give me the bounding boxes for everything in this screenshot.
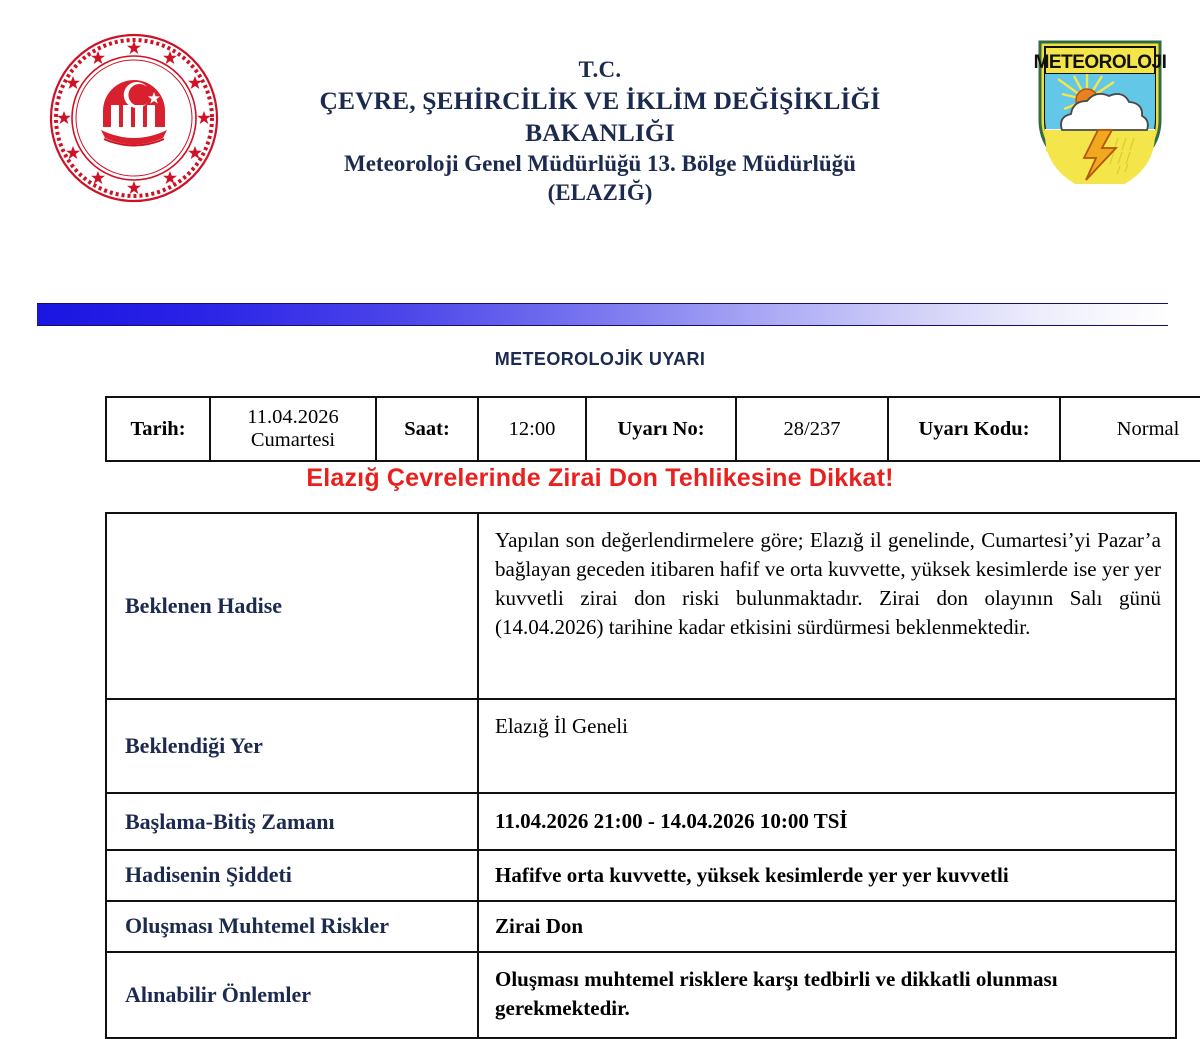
tarih-day: Cumartesi <box>250 429 336 451</box>
row-value-alinabilir-onlemler: Oluşması muhtemel risklere karşı tedbirli ve dikkatli olunması gerekmektedir. <box>478 952 1176 1038</box>
warning-detail-table <box>105 512 1177 1039</box>
row-label-baslama-bitis-zamani: Başlama-Bitiş Zamanı <box>106 793 478 850</box>
blue-gradient-divider <box>37 303 1168 326</box>
tarih-value <box>210 397 376 461</box>
table-row <box>106 793 1176 850</box>
header-line-tc: T.C. <box>578 57 622 82</box>
saat-label: Saat: <box>376 397 478 461</box>
uyari-no-value: 28/237 <box>736 397 888 461</box>
uyari-no-label: Uyarı No: <box>586 397 736 461</box>
row-value-beklendigi-yer: Elazığ İl Geneli <box>478 699 1176 793</box>
row-label-alinabilir-onlemler: Alınabilir Önlemler <box>106 952 478 1038</box>
warning-info-table <box>105 396 1200 462</box>
uyari-kodu-value: Normal <box>1060 397 1200 461</box>
row-label-olusmasi-muhtemel-riskler: Oluşması Muhtemel Riskler <box>106 901 478 952</box>
table-row <box>106 699 1176 793</box>
table-row <box>106 901 1176 952</box>
table-row <box>106 397 1200 461</box>
tarih-label: Tarih: <box>106 397 210 461</box>
row-value-baslama-bitis-zamani: 11.04.2026 21:00 - 14.04.2026 10:00 TSİ <box>478 793 1176 850</box>
row-label-hadisenin-siddeti: Hadisenin Şiddeti <box>106 850 478 901</box>
row-value-hadisenin-siddeti: Hafifve orta kuvvette, yüksek kesimlerde yer yer kuvvetli <box>478 850 1176 901</box>
header-line-directorate: Meteoroloji Genel Müdürlüğü 13. Bölge Müdürlüğü <box>344 151 856 177</box>
header-title-block <box>240 56 960 208</box>
page-title: METEOROLOJİK UYARI <box>494 349 706 369</box>
table-row <box>106 513 1176 699</box>
row-label-beklendigi-yer: Beklendiği Yer <box>106 699 478 793</box>
document-header <box>0 0 1200 252</box>
ministry-seal-icon <box>48 32 220 204</box>
tarih-date: 11.04.2026 <box>247 406 339 429</box>
table-row <box>106 850 1176 901</box>
warning-headline: Elazığ Çevrelerinde Zirai Don Tehlikesine Dikkat! <box>306 464 894 492</box>
row-label-beklenen-hadise: Beklenen Hadise <box>106 513 478 699</box>
uyari-kodu-label: Uyarı Kodu: <box>888 397 1060 461</box>
header-line-city: (ELAZIĞ) <box>547 180 653 206</box>
table-row <box>106 952 1176 1038</box>
header-line-ministry2: BAKANLIĞI <box>525 118 675 148</box>
svg-text:METEOROLOJI: METEOROLOJI <box>1033 52 1167 73</box>
row-value-beklenen-hadise: Yapılan son değerlendirmelere göre; Elazığ il genelinde, Cumartesi’yi Pazar’a bağlayan geceden itibaren hafif ve orta kuvvette, yüksek kesimlerde ise yer yer kuvvetli zirai don riski bulunmaktadır. Zirai don olayının Salı günü (14.04.2026) tarihine kadar etkisini sürdürmesi beklenmektedir. <box>478 513 1176 699</box>
saat-value: 12:00 <box>478 397 586 461</box>
meteoroloji-logo-icon <box>1032 38 1168 184</box>
row-value-olusmasi-muhtemel-riskler: Zirai Don <box>478 901 1176 952</box>
header-line-ministry: ÇEVRE, ŞEHİRCİLİK VE İKLİM DEĞİŞİKLİĞİ <box>319 85 881 115</box>
